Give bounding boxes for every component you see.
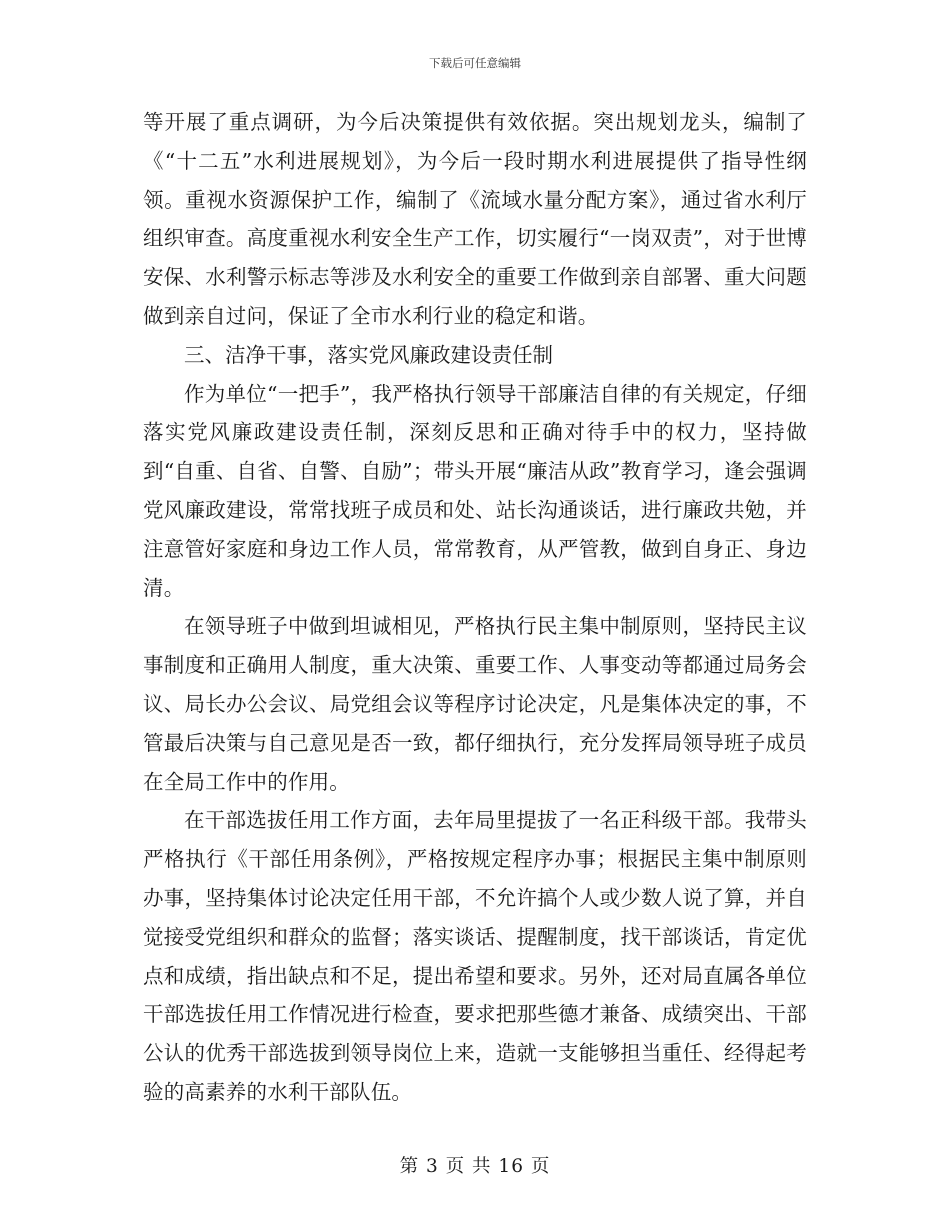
- page-number-footer: 第 3 页 共 16 页: [399, 1156, 551, 1177]
- page-header: 下载后可任意编辑: [429, 56, 521, 70]
- paragraph: 在干部选拔任用工作方面，去年局里提拔了一名正科级干部。我带头严格执行《干部任用条例》，严格按规定程序办事；根据民主集中制原则办事，坚持集体讨论决定任用干部，不允许搞个人或少数人说了算，并自觉接受党组织和群众的监督；落实谈话、提醒制度，找干部谈话，肯定优点和成绩，指出缺点和不足，提出希望和要求。另外，还对局直属各单位干部选拔任用工作情况进行检查，要求把那些德才兼备、成绩突出、干部公认的优秀干部选拔到领导岗位上来，造就一支能够担当重任、经得起考验的高素养的水利干部队伍。: [143, 808, 807, 1104]
- document-body: [143, 103, 807, 1112]
- paragraph: 在领导班子中做到坦诚相见，严格执行民主集中制原则，坚持民主议事制度和正确用人制度，重大决策、重要工作、人事变动等都通过局务会议、局长办公会议、局党组会议等程序讨论决定，凡是集体决定的事，不管最后决策与自己意见是否一致，都仔细执行，充分发挥局领导班子成员在全局工作中的作用。: [143, 614, 807, 794]
- paragraph: 作为单位“一把手”，我严格执行领导干部廉洁自律的有关规定，仔细落实党风廉政建设责任制，深刻反思和正确对待手中的权力，坚持做到“自重、自省、自警、自励”；带头开展“廉洁从政”教育学习，逢会强调党风廉政建设，常常找班子成员和处、站长沟通谈话，进行廉政共勉，并注意管好家庭和身边工作人员，常常教育，从严管教，做到自身正、身边清。: [143, 381, 807, 600]
- paragraph-continuation: 等开展了重点调研，为今后决策提供有效依据。突出规划龙头，编制了《“十二五”水利进展规划》，为今后一段时期水利进展提供了指导性纲领。重视水资源保护工作，编制了《流域水量分配方案》，通过省水利厅组织审查。高度重视水利安全生产工作，切实履行“一岗双责”，对于世博安保、水利警示标志等涉及水利安全的重要工作做到亲自部署、重大问题做到亲自过问，保证了全市水利行业的稳定和谐。: [143, 110, 807, 328]
- section-heading: 三、洁净干事，落实党风廉政建设责任制: [184, 342, 553, 367]
